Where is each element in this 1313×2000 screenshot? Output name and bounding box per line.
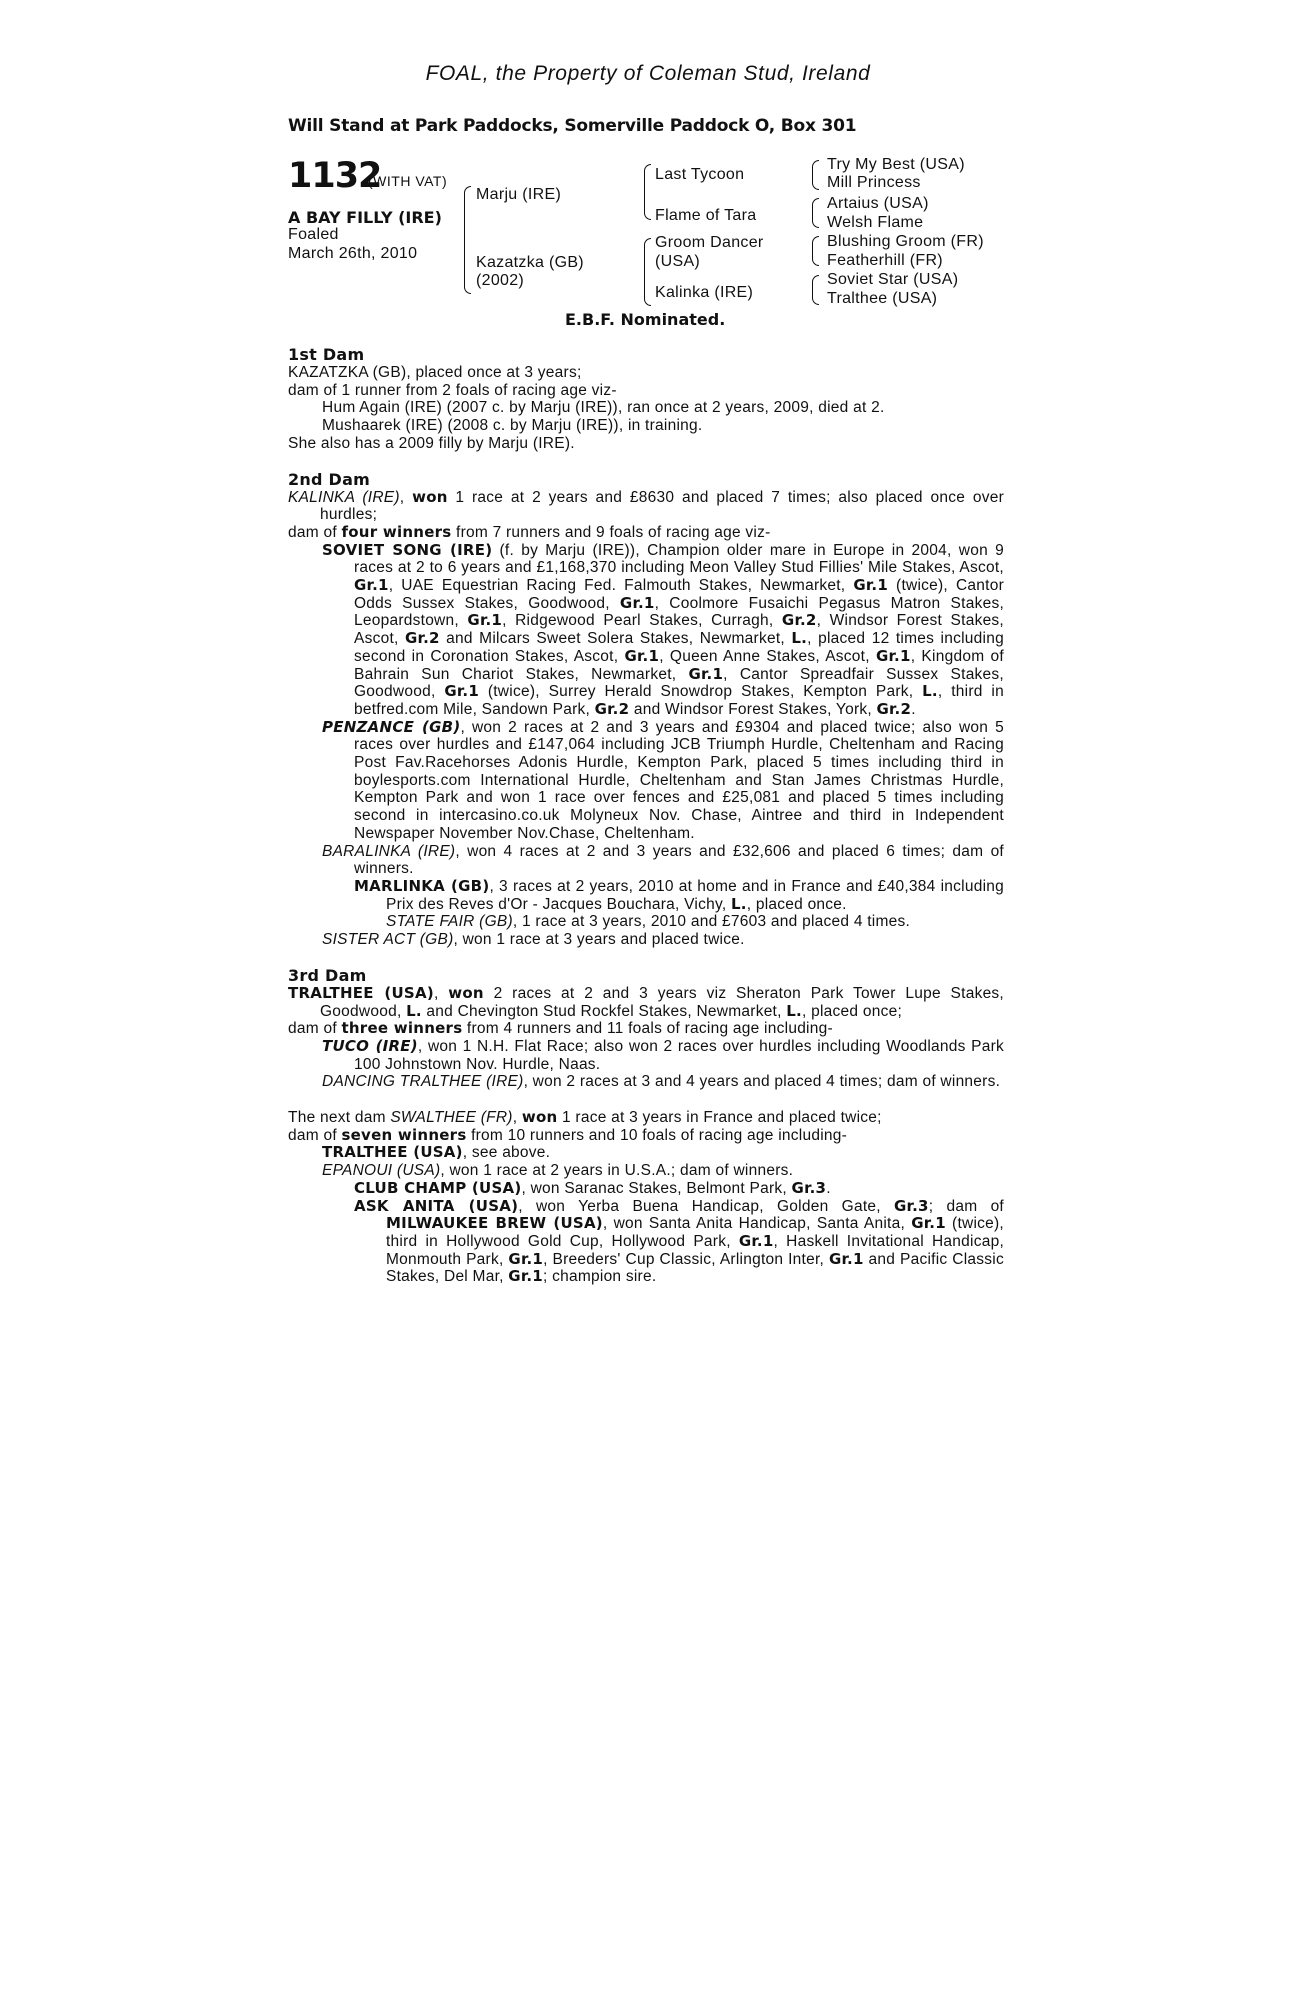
stand-location: Will Stand at Park Paddocks, Somerville Paddock O, Box 301 bbox=[288, 116, 857, 136]
brace-dd bbox=[812, 275, 819, 305]
dd-sire: Soviet Star (USA) bbox=[827, 271, 959, 288]
ss-dam: Mill Princess bbox=[827, 174, 921, 191]
brace-ss bbox=[812, 160, 819, 190]
produce-soviet-song: SOVIET SONG (IRE) (f. by Marju (IRE)), Champion older mare in Europe in 2004, won 9 races at 2 to 6 years and £1,168,370 including Meon Valley Stud Fillies' Mile Stakes, Ascot, Gr.1, UAE Equestrian Racing Fed. Falmouth Stakes, Newmarket, Gr.1 (twice), Cantor Odds Sussex Stakes, Goodwood, Gr.1, Coolmore Fusaichi Pegasus Matron Stakes, Leopardstown, Gr.1, Ridgewood Pearl Stakes, Curragh, Gr.2, Windsor Forest Stakes, Ascot, Gr.2 and Milcars Sweet Solera Stakes, Newmarket, L., placed 12 times including second in Coronation Stakes, Ascot, Gr.1, Queen Anne Stakes, Ascot, Gr.1, Kingdom of Bahrain Sun Chariot Stakes, Newmarket, Gr.1, Cantor Spreadfair Sussex Stakes, Goodwood, Gr.1 (twice), Surrey Herald Snowdrop Stakes, Kempton Park, L., third in betfred.com Mile, Sandown Park, Gr.2 and Windsor Forest Stakes, York, Gr.2. bbox=[322, 540, 1004, 718]
vat-note: (WITH VAT) bbox=[368, 173, 448, 189]
produce-marlinka: MARLINKA (GB), 3 races at 2 years, 2010 at home and in France and £40,384 including Prix des Reves d'Or - Jacques Bouchara, Vichy, L., placed once. bbox=[354, 876, 1004, 913]
produce-record bbox=[288, 346, 1004, 1286]
produce-dancing-tralthee: DANCING TRALTHEE (IRE), won 2 races at 3 and 4 years and placed 4 times; dam of winners. bbox=[322, 1073, 1001, 1091]
second-dam-entry: KALINKA (IRE), won 1 race at 2 years and £8630 and placed 7 times; also placed once over hurdles; bbox=[288, 487, 1004, 524]
ss-sire: Try My Best (USA) bbox=[827, 156, 965, 173]
first-dam-line: dam of 1 runner from 2 foals of racing age viz- bbox=[288, 381, 617, 399]
ds-sire: Blushing Groom (FR) bbox=[827, 233, 984, 250]
produce-club-champ: CLUB CHAMP (USA), won Saranac Stakes, Belmont Park, Gr.3. bbox=[354, 1178, 831, 1197]
next-dam-produce-summary: dam of seven winners from 10 runners and 10 foals of racing age including- bbox=[288, 1125, 848, 1144]
dd-dam: Tralthee (USA) bbox=[827, 290, 938, 307]
brace-sire-side bbox=[644, 164, 651, 220]
brace-ds bbox=[812, 236, 819, 266]
produce-tralthee: TRALTHEE (USA), see above. bbox=[322, 1143, 551, 1162]
produce-state-fair: STATE FAIR (GB), 1 race at 3 years, 2010 and £7603 and placed 4 times. bbox=[386, 913, 911, 931]
lot-number: 1132 bbox=[288, 156, 382, 196]
dam-sire-line2: (USA) bbox=[655, 253, 701, 270]
dam-name-line1: Kazatzka (GB) bbox=[476, 254, 584, 271]
brace-sd bbox=[812, 198, 819, 228]
sire-name: Marju (IRE) bbox=[476, 186, 562, 203]
produce-penzance: PENZANCE (GB), won 2 races at 2 and 3 years and £9304 and placed twice; also won 5 races over hurdles and £147,064 including JCB Triumph Hurdle, Cheltenham and Racing Post Fav.Racehorses Adonis Hurdle, Kempton Park, placed 5 times including third in boylesports.com International Hurdle, Cheltenham and Stan James Christmas Hurdle, Kempton Park and won 1 race over fences and £25,081 and placed 5 times including second in intercasino.co.uk Molyneux Nov. Chase, Aintree and third in Independent Newspaper November Nov.Chase, Cheltenham. bbox=[322, 717, 1004, 842]
produce-epanoui: EPANOUI (USA), won 1 race at 2 years in U.S.A.; dam of winners. bbox=[322, 1162, 794, 1180]
brace-gen1 bbox=[464, 186, 471, 294]
third-dam-produce-summary: dam of three winners from 4 runners and 11 foals of racing age including- bbox=[288, 1019, 833, 1038]
third-dam-entry: TRALTHEE (USA), won 2 races at 2 and 3 years viz Sheraton Park Tower Lupe Stakes, Goodwood, L. and Chevington Stud Rockfel Stakes, Newmarket, L., placed once; bbox=[288, 983, 1004, 1020]
dam-dam: Kalinka (IRE) bbox=[655, 284, 754, 301]
foaled-info bbox=[288, 225, 417, 263]
brace-dam-side bbox=[644, 238, 651, 306]
sire-dam: Flame of Tara bbox=[655, 207, 757, 224]
first-dam-line: KAZATZKA (GB), placed once at 3 years; bbox=[288, 364, 582, 381]
dam-name-line2: (2002) bbox=[476, 272, 525, 289]
second-dam-heading: 2nd Dam bbox=[288, 469, 371, 489]
first-dam-heading: 1st Dam bbox=[288, 345, 365, 364]
foaled-label: Foaled bbox=[288, 226, 339, 243]
ebf-nomination: E.B.F. Nominated. bbox=[565, 310, 726, 329]
produce-ask-anita: ASK ANITA (USA), won Yerba Buena Handicap, Golden Gate, Gr.3; dam of MILWAUKEE BREW (USA), won Santa Anita Handicap, Santa Anita, Gr.1 (twice), third in Hollywood Gold Cup, Hollywood Park, Gr.1, Haskell Invitational Handicap, Monmouth Park, Gr.1, Breeders' Cup Classic, Arlington Inter, Gr.1 and Pacific Classic Stakes, Del Mar, Gr.1; champion sire. bbox=[354, 1196, 1005, 1286]
second-dam-produce-summary: dam of four winners from 7 runners and 9 foals of racing age viz- bbox=[288, 522, 771, 541]
next-dam-entry: The next dam SWALTHEE (FR), won 1 race at 3 years in France and placed twice; bbox=[288, 1108, 882, 1127]
sire-sire: Last Tycoon bbox=[655, 166, 745, 183]
page-header: FOAL, the Property of Coleman Stud, Ireland bbox=[425, 62, 871, 85]
produce-sister-act: SISTER ACT (GB), won 1 race at 3 years and placed twice. bbox=[322, 931, 745, 949]
horse-title: A BAY FILLY (IRE) bbox=[288, 208, 442, 227]
sd-sire: Artaius (USA) bbox=[827, 195, 929, 212]
sd-dam: Welsh Flame bbox=[827, 214, 924, 231]
produce-baralinka: BARALINKA (IRE), won 4 races at 2 and 3 years and £32,606 and placed 6 times; dam of winners. bbox=[322, 842, 1004, 878]
foaled-date: March 26th, 2010 bbox=[288, 245, 418, 262]
first-dam-produce: Hum Again (IRE) (2007 c. by Marju (IRE)), ran once at 2 years, 2009, died at 2. bbox=[322, 399, 885, 417]
dam-sire-line1: Groom Dancer bbox=[655, 234, 764, 251]
ds-dam: Featherhill (FR) bbox=[827, 252, 943, 269]
first-dam-line: She also has a 2009 filly by Marju (IRE). bbox=[288, 434, 575, 452]
first-dam-produce: Mushaarek (IRE) (2008 c. by Marju (IRE)), in training. bbox=[322, 417, 703, 435]
third-dam-heading: 3rd Dam bbox=[288, 965, 367, 985]
produce-tuco: TUCO (IRE), won 1 N.H. Flat Race; also won 2 races over hurdles including Woodlands Park 100 Johnstown Nov. Hurdle, Naas. bbox=[322, 1036, 1004, 1073]
